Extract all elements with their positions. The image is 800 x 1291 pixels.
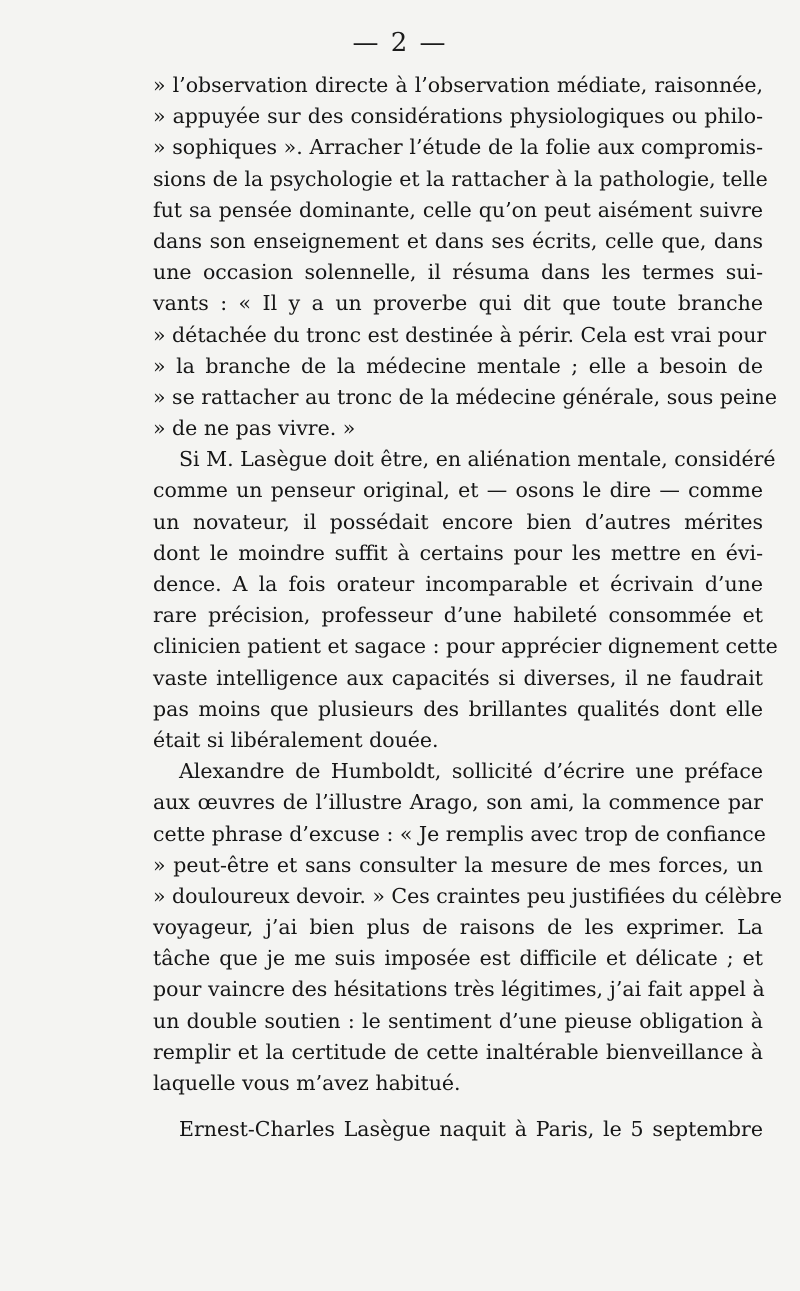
text-line: Ernest-Charles Lasègue naquit à Paris, le 5 septembre bbox=[179, 1117, 763, 1142]
text-line: » l’observation directe à l’observation médiate, raisonnée, bbox=[153, 73, 763, 97]
text-line: vaste intelligence aux capacités si diverses, il ne faudrait bbox=[153, 665, 763, 690]
text-line: » peut-être et sans consulter la mesure de mes forces, un bbox=[153, 852, 763, 877]
text-line: aux œuvres de l’illustre Arago, son ami, la commence par bbox=[153, 790, 763, 815]
text-line: cette phrase d’excuse : « Je remplis avec trop de confiance bbox=[153, 821, 766, 846]
text-line: » douloureux devoir. » Ces craintes peu justifiées du célèbre bbox=[153, 883, 782, 908]
text-line: dans son enseignement et dans ses écrits, celle que, dans bbox=[153, 228, 763, 253]
text-line: clinicien patient et sagace : pour apprécier dignement cette bbox=[153, 634, 778, 659]
text-line: tâche que je me suis imposée est difficile et délicate ; et bbox=[153, 946, 763, 971]
text-line: dont le moindre suffit à certains pour les mettre en évi- bbox=[153, 540, 763, 565]
text-line: » appuyée sur des considérations physiologiques ou philo- bbox=[153, 104, 763, 129]
text-line: remplir et la certitude de cette inaltérable bienveillance à bbox=[153, 1039, 763, 1064]
text-line: dence. A la fois orateur incomparable et écrivain d’une bbox=[153, 572, 763, 596]
text-line: sions de la psychologie et la rattacher à la pathologie, telle bbox=[153, 166, 768, 191]
page-number: — 2 — bbox=[352, 28, 448, 58]
text-line: était si libéralement douée. bbox=[153, 727, 439, 752]
text-line: » la branche de la médecine mentale ; elle a besoin de bbox=[153, 353, 763, 378]
text-line: » détachée du tronc est destinée à périr. Cela est vrai pour bbox=[153, 322, 767, 347]
text-line: laquelle vous m’avez habitué. bbox=[153, 1071, 461, 1095]
text-line: vants : « Il y a un proverbe qui dit que toute branche bbox=[153, 291, 763, 316]
text-line: pas moins que plusieurs des brillantes qualités dont elle bbox=[153, 696, 763, 721]
body-text bbox=[153, 70, 782, 1145]
text-line: un double soutien : le sentiment d’une pieuse obligation à bbox=[153, 1008, 763, 1033]
paragraph-gap bbox=[153, 1099, 763, 1114]
text-line: rare précision, professeur d’une habileté consommée et bbox=[153, 603, 763, 628]
text-line: » de ne pas vivre. » bbox=[153, 416, 356, 441]
text-line: » se rattacher au tronc de la médecine générale, sous peine bbox=[153, 384, 777, 409]
text-line: fut sa pensée dominante, celle qu’on peut aisément suivre bbox=[153, 197, 763, 222]
text-line: Alexandre de Humboldt, sollicité d’écrire une préface bbox=[179, 759, 763, 784]
text-line: Si M. Lasègue doit être, en aliénation mentale, considéré bbox=[179, 447, 776, 472]
text-line: un novateur, il possédait encore bien d’autres mérites bbox=[153, 509, 763, 534]
text-line: voyageur, j’ai bien plus de raisons de les exprimer. La bbox=[153, 915, 763, 940]
text-line: » sophiques ». Arracher l’étude de la folie aux compromis- bbox=[153, 135, 763, 160]
text-line: pour vaincre des hésitations très légitimes, j’ai fait appel à bbox=[153, 977, 765, 1002]
text-line: une occasion solennelle, il résuma dans les termes sui- bbox=[153, 260, 763, 285]
text-line: comme un penseur original, et — osons le dire — comme bbox=[153, 478, 763, 503]
